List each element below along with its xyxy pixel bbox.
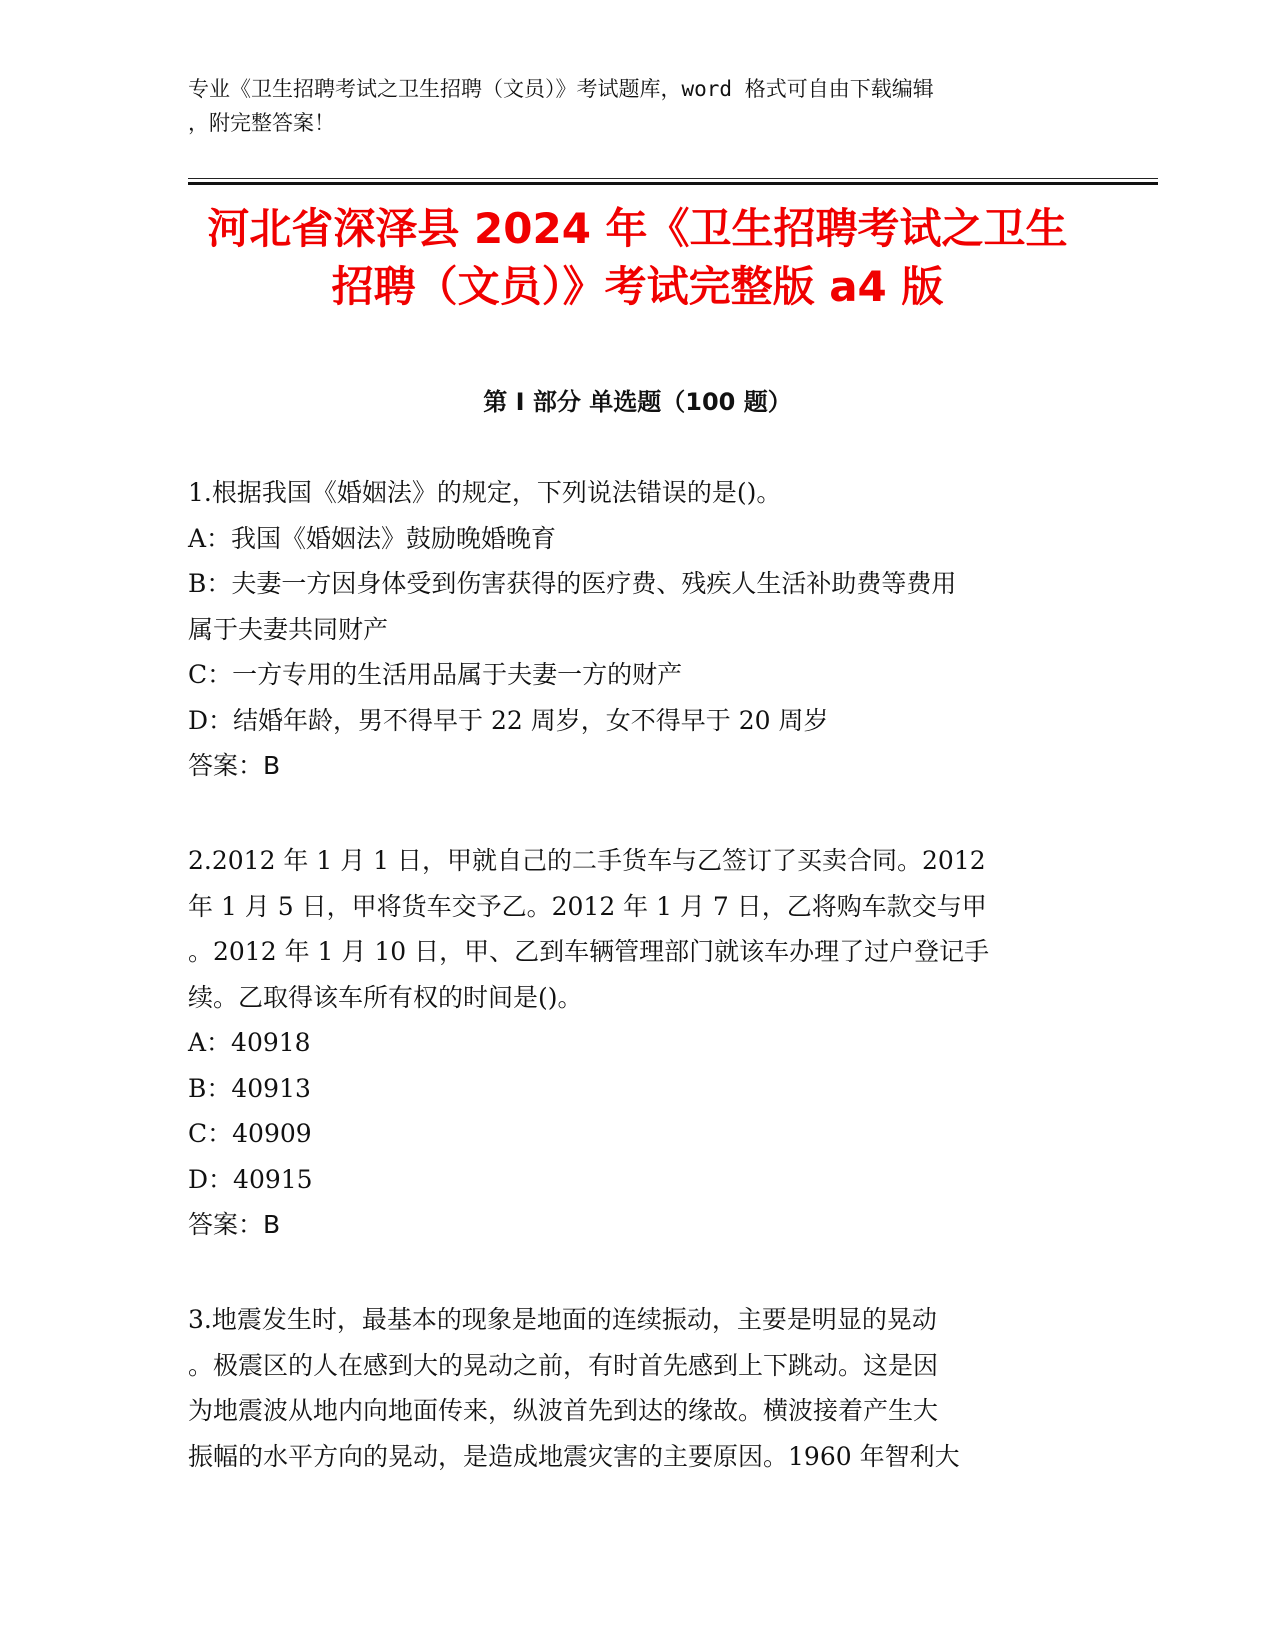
option-a: A：我国《婚姻法》鼓励晚婚晚育	[188, 523, 557, 553]
header-rule-thin	[188, 178, 1158, 179]
question-stem-line: 振幅的水平方向的晃动，是造成地震灾害的主要原因。1960 年智利大	[188, 1441, 960, 1471]
question-stem-line: 2.2012 年 1 月 1 日，甲就自己的二手货车与乙签订了买卖合同。2012	[188, 846, 986, 875]
option-a: A：40918	[188, 1028, 311, 1057]
question-3	[188, 1297, 1088, 1479]
answer-line: 答案：B	[188, 1210, 281, 1239]
option-b: B：40913	[188, 1073, 311, 1103]
option-c: C：40909	[188, 1119, 312, 1148]
section-heading: 第 I 部分 单选题（100 题）	[483, 388, 792, 416]
document-title	[160, 200, 1115, 316]
header-line-1: 专业《卫生招聘考试之卫生招聘（文员）》考试题库，word 格式可自由下载编辑	[188, 77, 934, 101]
question-stem-line: 3.地震发生时，最基本的现象是地面的连续振动，主要是明显的晃动	[188, 1305, 937, 1334]
header-rule-thick	[188, 182, 1158, 185]
option-b-continued: 属于夫妻共同财产	[188, 614, 389, 644]
option-c: C：一方专用的生活用品属于夫妻一方的财产	[188, 660, 683, 689]
question-2	[188, 838, 1088, 1248]
question-stem-line: 续。乙取得该车所有权的时间是()。	[188, 982, 583, 1012]
header-line-2: ，附完整答案！	[188, 111, 335, 135]
question-stem-line: 为地震波从地内向地面传来，纵波首先到达的缘故。横波接着产生大	[188, 1396, 939, 1425]
question-stem-line: 年 1 月 5 日，甲将货车交予乙。2012 年 1 月 7 日，乙将购车款交与甲	[188, 891, 987, 921]
page-header	[188, 72, 1068, 140]
option-b: B：夫妻一方因身体受到伤害获得的医疗费、残疾人生活补助费等费用	[188, 569, 957, 598]
answer-line: 答案：B	[188, 751, 281, 780]
option-d: D：40915	[188, 1164, 313, 1194]
question-stem-line: 1.根据我国《婚姻法》的规定，下列说法错误的是()。	[188, 478, 782, 507]
option-d: D：结婚年龄，男不得早于 22 周岁，女不得早于 20 周岁	[188, 705, 829, 735]
question-stem-line: 。极震区的人在感到大的晃动之前，有时首先感到上下跳动。这是因	[188, 1350, 939, 1380]
title-line-2: 招聘（文员）》考试完整版 a4 版	[331, 262, 944, 311]
question-1	[188, 470, 1088, 789]
title-line-1: 河北省深泽县 2024 年《卫生招聘考试之卫生	[207, 204, 1068, 253]
question-stem-line: 。2012 年 1 月 10 日，甲、乙到车辆管理部门就该车办理了过户登记手	[188, 937, 990, 966]
